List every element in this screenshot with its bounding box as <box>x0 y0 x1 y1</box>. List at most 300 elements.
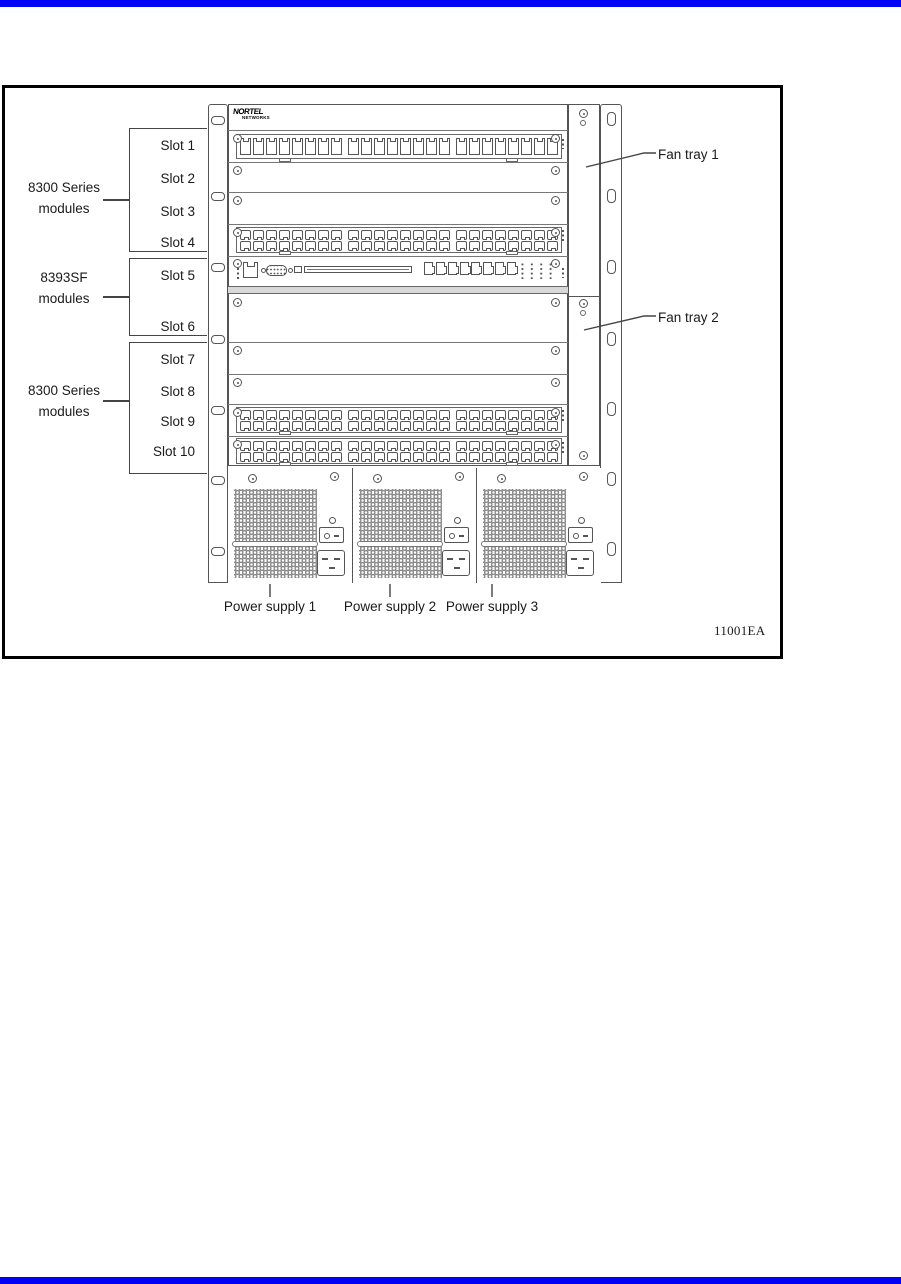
port-group <box>348 410 450 431</box>
rj45-jack <box>495 241 506 251</box>
rj45-jack <box>348 410 359 420</box>
group-label-8300-top <box>16 178 112 219</box>
sfp-port <box>507 262 516 275</box>
rj45-dual-port <box>279 230 290 251</box>
page-top-rule <box>0 0 901 7</box>
sfp-port <box>495 262 504 275</box>
rj45-dual-port <box>266 230 277 251</box>
slot-divider <box>228 192 568 193</box>
rj45-jack <box>253 452 264 462</box>
rj45-jack <box>318 452 329 462</box>
mounting-hole <box>607 112 616 126</box>
rj45-dual-port <box>482 230 493 251</box>
rj45-jack <box>439 421 450 431</box>
slot-label-8: Slot 8 <box>160 384 195 399</box>
rj45-jack <box>482 410 493 420</box>
rj45-dual-port <box>469 410 480 431</box>
slot-divider <box>228 436 568 437</box>
screw-icon <box>551 440 560 449</box>
rj45-jack <box>266 241 277 251</box>
rj45-jack <box>305 230 316 240</box>
rj45-jack <box>482 452 493 462</box>
rj45-port <box>361 138 372 155</box>
module-latch-tab <box>279 251 291 255</box>
rj45-jack <box>348 441 359 451</box>
mounting-hole <box>211 263 225 272</box>
rj45-jack <box>374 230 385 240</box>
port-group <box>456 230 558 251</box>
rj45-jack <box>456 410 467 420</box>
port-group <box>240 441 342 462</box>
rj45-jack <box>305 421 316 431</box>
screw-icon <box>497 474 506 483</box>
screw-icon <box>579 472 588 481</box>
rj45-jack <box>348 421 359 431</box>
module-latch-tab <box>506 462 518 466</box>
db9-serial-port <box>266 265 287 276</box>
fan-tray-1-label: Fan tray 1 <box>658 147 719 162</box>
mounting-hole <box>211 406 225 415</box>
slot-divider <box>228 374 568 375</box>
rj45-dual-port <box>413 230 424 251</box>
screw-icon <box>455 472 464 481</box>
rj45-jack <box>521 241 532 251</box>
psu-ac-inlet <box>442 550 470 576</box>
mounting-hole <box>211 335 225 344</box>
slot-label-4: Slot 4 <box>160 235 195 250</box>
rj45-dual-port <box>387 230 398 251</box>
rj45-jack <box>387 452 398 462</box>
rj45-jack <box>482 421 493 431</box>
rj45-jack <box>374 452 385 462</box>
module-latch-tab <box>279 462 291 466</box>
rj45-jack <box>521 452 532 462</box>
rj45-jack <box>426 230 437 240</box>
rj45-port <box>348 138 359 155</box>
rj45-dual-port <box>348 441 359 462</box>
figure-code: 11001EA <box>714 623 766 638</box>
rj45-dual-port <box>374 230 385 251</box>
rj45-jack <box>305 410 316 420</box>
group-label-line: modules <box>38 403 90 419</box>
rj45-dual-port <box>534 441 545 462</box>
rj45-dual-port <box>292 410 303 431</box>
rj45-jack <box>348 241 359 251</box>
port-group <box>240 230 342 251</box>
rj45-port <box>426 138 437 155</box>
slot-label-1: Slot 1 <box>160 138 195 153</box>
rj45-jack <box>534 421 545 431</box>
rj45-jack <box>374 421 385 431</box>
rj45-jack <box>318 410 329 420</box>
rj45-port <box>508 138 519 155</box>
rj45-dual-port <box>413 410 424 431</box>
rj45-dual-port <box>456 230 467 251</box>
rj45-jack <box>426 452 437 462</box>
rj45-dual-port <box>253 410 264 431</box>
rj45-jack <box>331 452 342 462</box>
slot-label-9: Slot 9 <box>160 414 195 429</box>
psu-status-led <box>329 517 336 524</box>
rj45-dual-port <box>318 441 329 462</box>
group-connector-line <box>103 400 129 402</box>
fan-tray-divider <box>568 296 600 297</box>
rj45-dual-port <box>361 441 372 462</box>
rj45-jack <box>361 410 372 420</box>
rj45-jack <box>292 230 303 240</box>
slot-divider <box>228 256 568 257</box>
rj45-jack <box>508 421 519 431</box>
group-label-8393sf <box>16 268 112 309</box>
module-latch-tab <box>506 158 518 162</box>
port-led-column <box>562 139 564 149</box>
psu-power-switch <box>568 527 593 543</box>
rj45-jack <box>534 241 545 251</box>
rj45-jack <box>318 441 329 451</box>
rj45-dual-port <box>266 441 277 462</box>
rj45-dual-port <box>482 410 493 431</box>
sfp-port <box>471 262 480 275</box>
rj45-dual-port <box>534 410 545 431</box>
power-supply-2-label: Power supply 2 <box>343 599 437 614</box>
rj45-port <box>253 138 264 155</box>
rj45-jack <box>318 241 329 251</box>
rj45-jack <box>374 441 385 451</box>
page-bottom-rule <box>0 1277 901 1284</box>
rj45-port <box>318 138 329 155</box>
slot10-48-port-row <box>236 438 562 464</box>
rj45-jack <box>413 410 424 420</box>
rj45-dual-port <box>495 230 506 251</box>
screw-icon <box>330 472 339 481</box>
mounting-hole <box>211 192 225 201</box>
rj45-dual-port <box>331 441 342 462</box>
rj45-jack <box>426 410 437 420</box>
management-rj45-port <box>243 262 258 278</box>
screw-icon <box>551 259 560 268</box>
rj45-dual-port <box>292 441 303 462</box>
rj45-port <box>331 138 342 155</box>
rj45-jack <box>305 452 316 462</box>
rj45-dual-port <box>361 410 372 431</box>
rj45-jack <box>547 241 558 251</box>
mounting-hole <box>607 189 616 203</box>
rj45-port <box>387 138 398 155</box>
rj45-dual-port <box>331 410 342 431</box>
sf-uplink-ports <box>424 262 516 275</box>
rj45-jack <box>547 452 558 462</box>
mounting-hole <box>607 542 616 556</box>
rj45-jack <box>361 230 372 240</box>
rj45-jack <box>331 230 342 240</box>
rj45-jack <box>521 410 532 420</box>
mounting-hole <box>211 116 225 125</box>
rj45-jack <box>253 241 264 251</box>
screw-icon <box>233 440 242 449</box>
group-label-line: modules <box>38 200 90 216</box>
rj45-jack <box>361 441 372 451</box>
rj45-jack <box>495 421 506 431</box>
psu-handle <box>232 541 318 547</box>
psu-status-led <box>578 517 585 524</box>
slot-label-5: Slot 5 <box>160 268 195 283</box>
rj45-jack <box>279 452 290 462</box>
rj45-jack <box>253 441 264 451</box>
rj45-jack <box>387 230 398 240</box>
screw-icon <box>551 298 560 307</box>
rj45-dual-port <box>305 230 316 251</box>
rj45-jack <box>456 452 467 462</box>
rj45-jack <box>331 410 342 420</box>
rj45-jack <box>482 230 493 240</box>
screw-icon <box>233 346 242 355</box>
rj45-jack <box>400 441 411 451</box>
psu-vent-grille <box>483 489 566 578</box>
port-group <box>456 441 558 462</box>
rj45-jack <box>439 241 450 251</box>
mounting-hole <box>607 260 616 274</box>
rj45-dual-port <box>400 230 411 251</box>
rj45-jack <box>374 241 385 251</box>
rj45-dual-port <box>387 441 398 462</box>
psu-ac-inlet <box>566 550 594 576</box>
rj45-jack <box>387 441 398 451</box>
rj45-dual-port <box>426 230 437 251</box>
rj45-jack <box>387 241 398 251</box>
rj45-jack <box>413 441 424 451</box>
rj45-jack <box>279 441 290 451</box>
port-led-column <box>562 230 564 243</box>
screw-icon <box>233 228 242 237</box>
slot-divider <box>228 342 568 343</box>
port-led-column <box>562 442 564 455</box>
group-label-line: 8393SF <box>40 270 88 285</box>
rj45-jack <box>253 410 264 420</box>
rj45-dual-port <box>413 441 424 462</box>
rj45-jack <box>279 241 290 251</box>
rj45-jack <box>456 230 467 240</box>
screw-icon <box>551 378 560 387</box>
rj45-jack <box>305 241 316 251</box>
slot-label-7: Slot 7 <box>160 352 195 367</box>
psu-power-switch <box>319 527 344 543</box>
rj45-jack <box>547 421 558 431</box>
rj45-jack <box>426 421 437 431</box>
rj45-dual-port <box>456 441 467 462</box>
port-group <box>240 410 342 431</box>
screw-icon <box>551 166 560 175</box>
rj45-jack <box>426 441 437 451</box>
slot9-48-port-row <box>236 407 562 433</box>
group-label-8300-bottom <box>16 381 112 422</box>
psu-handle <box>357 541 443 547</box>
port-group <box>348 441 450 462</box>
rj45-port <box>495 138 506 155</box>
screw-icon <box>551 196 560 205</box>
slot1-24-port-row <box>236 134 562 159</box>
rj45-dual-port <box>318 230 329 251</box>
mounting-hole <box>607 402 616 416</box>
pcmcia-slot <box>304 266 412 273</box>
rj45-jack <box>469 421 480 431</box>
rj45-jack <box>361 421 372 431</box>
rj45-port <box>521 138 532 155</box>
rj45-dual-port <box>439 441 450 462</box>
rj45-jack <box>469 441 480 451</box>
rj45-dual-port <box>266 410 277 431</box>
power-supply-3-label: Power supply 3 <box>445 599 539 614</box>
rj45-dual-port <box>348 230 359 251</box>
rj45-jack <box>482 241 493 251</box>
rj45-port <box>305 138 316 155</box>
rj45-port <box>279 138 290 155</box>
psu-handle <box>481 541 567 547</box>
port-group <box>456 138 558 155</box>
rj45-jack <box>469 452 480 462</box>
sfp-port <box>436 262 445 275</box>
rj45-dual-port <box>456 410 467 431</box>
rj45-jack <box>534 410 545 420</box>
rj45-jack <box>426 241 437 251</box>
screw-icon <box>233 166 242 175</box>
rj45-jack <box>534 441 545 451</box>
rj45-jack <box>374 410 385 420</box>
rj45-jack <box>266 452 277 462</box>
slot-bracket-1-4 <box>129 128 207 252</box>
slot-label-6: Slot 6 <box>160 319 195 334</box>
rj45-jack <box>253 421 264 431</box>
rj45-dual-port <box>508 230 519 251</box>
rj45-jack <box>361 241 372 251</box>
sf-led-column <box>562 268 564 278</box>
db9-screw-right <box>288 268 293 273</box>
rj45-dual-port <box>253 230 264 251</box>
group-label-line: modules <box>38 290 90 306</box>
rj45-jack <box>266 421 277 431</box>
slot-label-3: Slot 3 <box>160 204 195 219</box>
rj45-jack <box>456 241 467 251</box>
module-latch-tab <box>506 251 518 255</box>
rj45-jack <box>400 452 411 462</box>
sfp-port <box>448 262 457 275</box>
rj45-jack <box>292 241 303 251</box>
power-supply-2 <box>353 468 477 583</box>
rj45-dual-port <box>521 410 532 431</box>
rj45-jack <box>292 410 303 420</box>
group-label-line: 8300 Series <box>27 180 101 195</box>
rj45-jack <box>266 441 277 451</box>
screw-icon <box>233 196 242 205</box>
rj45-jack <box>495 230 506 240</box>
rj45-dual-port <box>426 441 437 462</box>
slot-label-10: Slot 10 <box>152 444 195 459</box>
rj45-port <box>439 138 450 155</box>
sfp-port <box>483 262 492 275</box>
rj45-dual-port <box>361 230 372 251</box>
rj45-jack <box>439 410 450 420</box>
slot-divider <box>228 130 568 131</box>
screw-icon <box>551 134 560 143</box>
fan-indicator-hole <box>580 310 586 316</box>
rj45-dual-port <box>482 441 493 462</box>
rj45-dual-port <box>508 410 519 431</box>
rj45-dual-port <box>292 230 303 251</box>
psu-ac-inlet <box>317 550 345 576</box>
rj45-jack <box>495 441 506 451</box>
slot-divider <box>228 224 568 225</box>
rj45-jack <box>508 441 519 451</box>
rj45-dual-port <box>495 410 506 431</box>
rj45-jack <box>348 452 359 462</box>
rj45-port <box>534 138 545 155</box>
psu-power-switch <box>444 527 469 543</box>
rj45-port <box>482 138 493 155</box>
mounting-hole <box>607 472 616 486</box>
rj45-jack <box>292 441 303 451</box>
rj45-jack <box>413 230 424 240</box>
module-latch-tab <box>506 431 518 435</box>
sf-led-column <box>237 268 239 280</box>
port-led-column <box>562 410 564 423</box>
rj45-jack <box>413 452 424 462</box>
mounting-hole <box>211 476 225 485</box>
rj45-jack <box>387 421 398 431</box>
rj45-dual-port <box>469 230 480 251</box>
screw-icon <box>579 451 588 460</box>
rj45-port <box>374 138 385 155</box>
rj45-dual-port <box>253 441 264 462</box>
rj45-jack <box>521 421 532 431</box>
rj45-jack <box>439 230 450 240</box>
rj45-dual-port <box>305 410 316 431</box>
rj45-jack <box>495 410 506 420</box>
rj45-jack <box>292 452 303 462</box>
rj45-jack <box>361 452 372 462</box>
rj45-jack <box>534 452 545 462</box>
rj45-port <box>400 138 411 155</box>
port-group <box>240 138 342 155</box>
module-latch-tab <box>279 431 291 435</box>
slot4-48-port-row <box>236 227 562 253</box>
rj45-jack <box>482 441 493 451</box>
rj45-jack <box>495 452 506 462</box>
rj45-jack <box>279 410 290 420</box>
rj45-jack <box>508 452 519 462</box>
rj45-jack <box>318 421 329 431</box>
port-group <box>348 230 450 251</box>
screw-icon <box>373 474 382 483</box>
rj45-dual-port <box>521 230 532 251</box>
rj45-jack <box>387 410 398 420</box>
rj45-jack <box>400 410 411 420</box>
rj45-jack <box>240 452 251 462</box>
rj45-dual-port <box>374 441 385 462</box>
screw-icon <box>233 259 242 268</box>
nortel-networks-logo <box>233 109 270 121</box>
group-label-line: 8300 Series <box>27 383 101 398</box>
slot-separator-band <box>228 286 568 294</box>
rj45-jack <box>521 230 532 240</box>
rj45-jack <box>400 230 411 240</box>
rj45-jack <box>331 421 342 431</box>
screw-icon <box>233 378 242 387</box>
module-latch-tab <box>279 158 291 162</box>
power-supply-1-label: Power supply 1 <box>223 599 317 614</box>
mounting-hole <box>607 332 616 346</box>
rj45-dual-port <box>348 410 359 431</box>
rj45-jack <box>279 230 290 240</box>
rj45-dual-port <box>534 230 545 251</box>
